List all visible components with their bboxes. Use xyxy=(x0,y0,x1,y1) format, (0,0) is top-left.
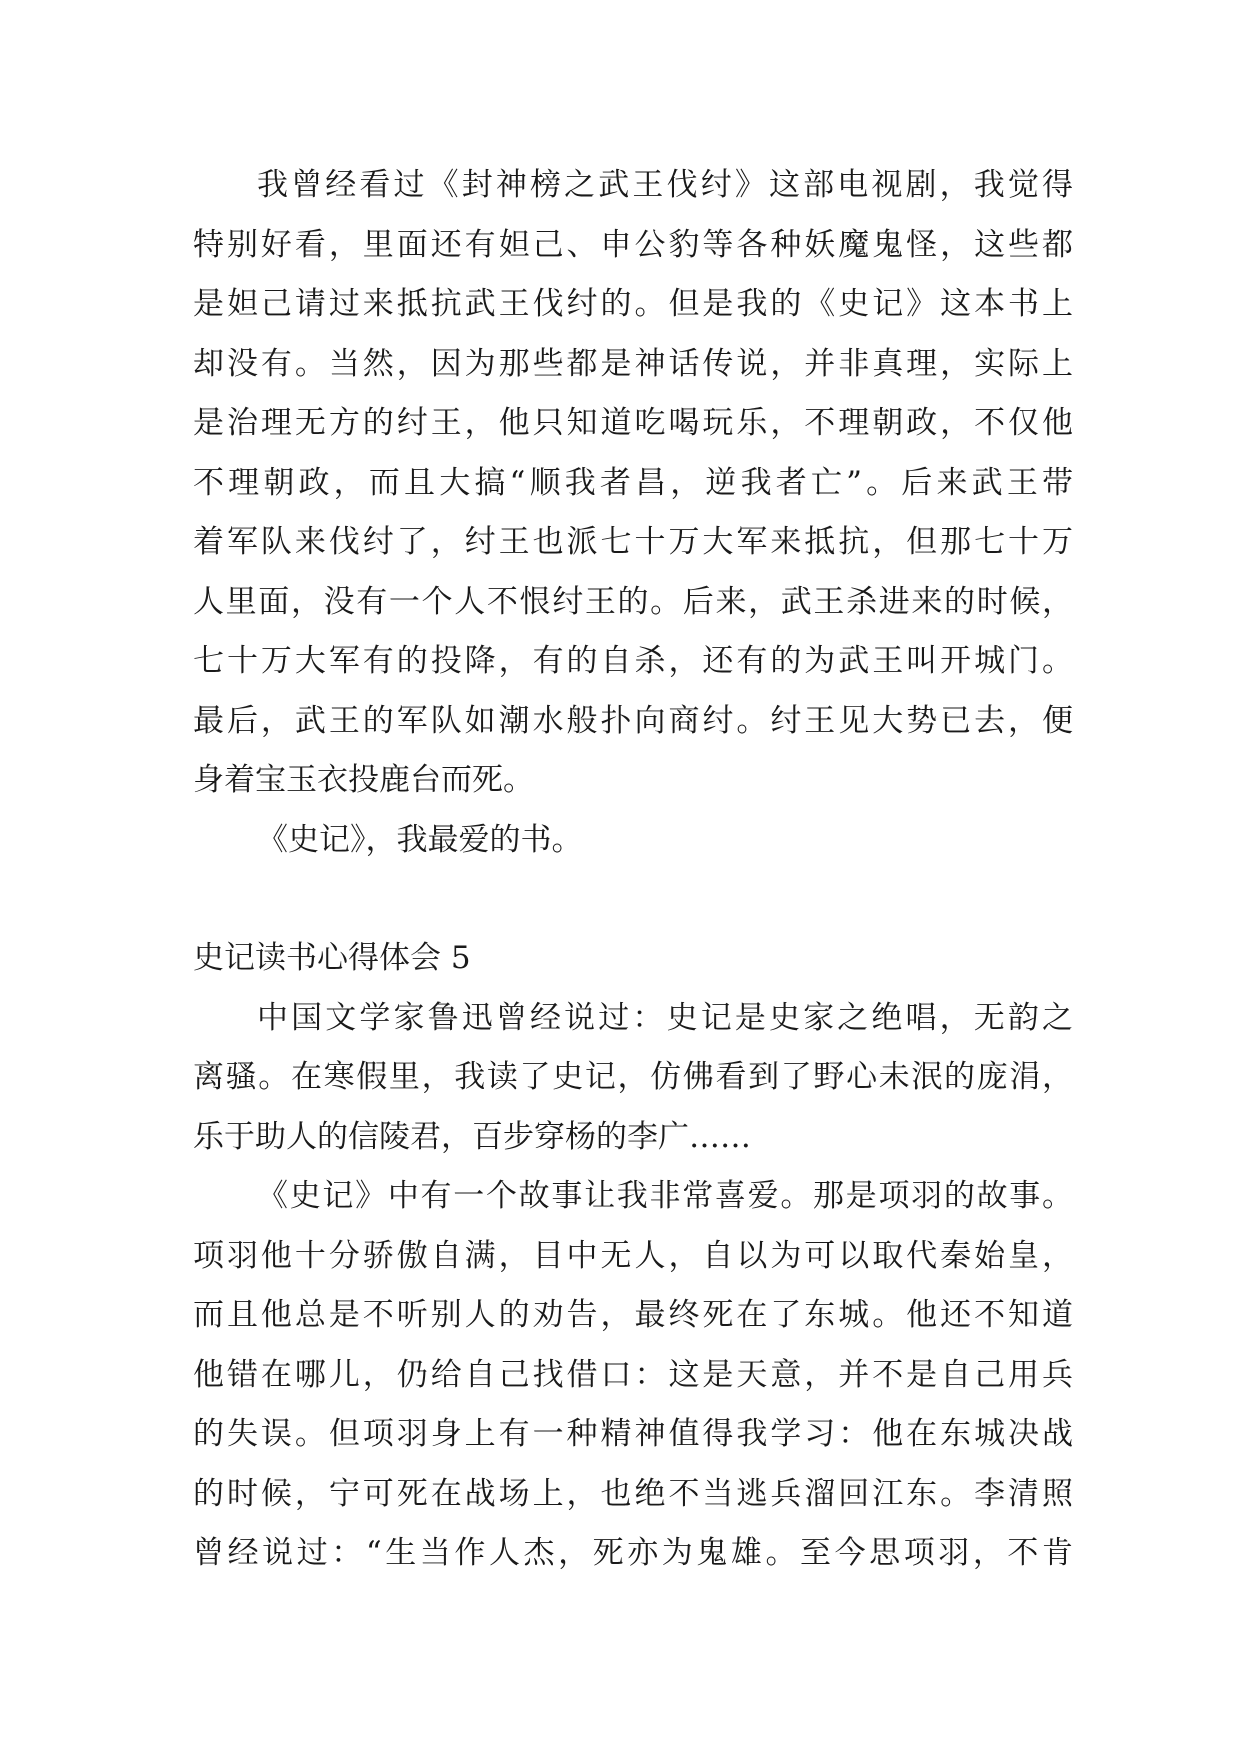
paragraph-line: 特别好看，里面还有妲己、申公豹等各种妖魔鬼怪，这些都 xyxy=(193,227,1073,263)
paragraph-line: 项羽他十分骄傲自满，目中无人，自以为可以取代秦始皇， xyxy=(193,1238,1073,1274)
section-title: 史记读书心得体会 5 xyxy=(193,940,471,976)
paragraph-line: 乐于助人的信陵君，百步穿杨的李广…… xyxy=(193,1119,751,1155)
paragraph-line: 的时候，宁可死在战场上，也绝不当逃兵溜回江东。李清照 xyxy=(193,1476,1073,1512)
paragraph-line: 《史记》中有一个故事让我非常喜爱。那是项羽的故事。 xyxy=(257,1178,1073,1214)
paragraph-line: 中国文学家鲁迅曾经说过：史记是史家之绝唱，无韵之 xyxy=(257,1000,1073,1036)
paragraph-line: 而且他总是不听别人的劝告，最终死在了东城。他还不知道 xyxy=(193,1297,1073,1333)
paragraph-line: 他错在哪儿，仍给自己找借口：这是天意，并不是自己用兵 xyxy=(193,1357,1073,1393)
paragraph-line: 身着宝玉衣投鹿台而死。 xyxy=(193,762,534,798)
paragraph-line: 曾经说过：“生当作人杰，死亦为鬼雄。至今思项羽，不肯 xyxy=(193,1535,1073,1571)
paragraph-line: 的失误。但项羽身上有一种精神值得我学习：他在东城决战 xyxy=(193,1416,1073,1452)
paragraph-line: 我曾经看过《封神榜之武王伐纣》这部电视剧，我觉得 xyxy=(257,167,1073,203)
paragraph-line: 最后，武王的军队如潮水般扑向商纣。纣王见大势已去，便 xyxy=(193,703,1073,739)
paragraph-line: 是妲己请过来抵抗武王伐纣的。但是我的《史记》这本书上 xyxy=(193,286,1073,322)
paragraph-line: 不理朝政，而且大搞“顺我者昌，逆我者亡”。后来武王带 xyxy=(193,465,1073,501)
paragraph-line: 七十万大军有的投降，有的自杀，还有的为武王叫开城门。 xyxy=(193,643,1073,679)
closing-line: 《史记》，我最爱的书。 xyxy=(257,822,583,858)
paragraph-line: 是治理无方的纣王，他只知道吃喝玩乐，不理朝政，不仅他 xyxy=(193,405,1073,441)
paragraph-line: 人里面，没有一个人不恨纣王的。后来，武王杀进来的时候， xyxy=(193,584,1073,620)
paragraph-line: 着军队来伐纣了，纣王也派七十万大军来抵抗，但那七十万 xyxy=(193,524,1073,560)
paragraph-line: 离骚。在寒假里，我读了史记，仿佛看到了野心未泯的庞涓， xyxy=(193,1059,1073,1095)
paragraph-line: 却没有。当然，因为那些都是神话传说，并非真理，实际上 xyxy=(193,346,1073,382)
